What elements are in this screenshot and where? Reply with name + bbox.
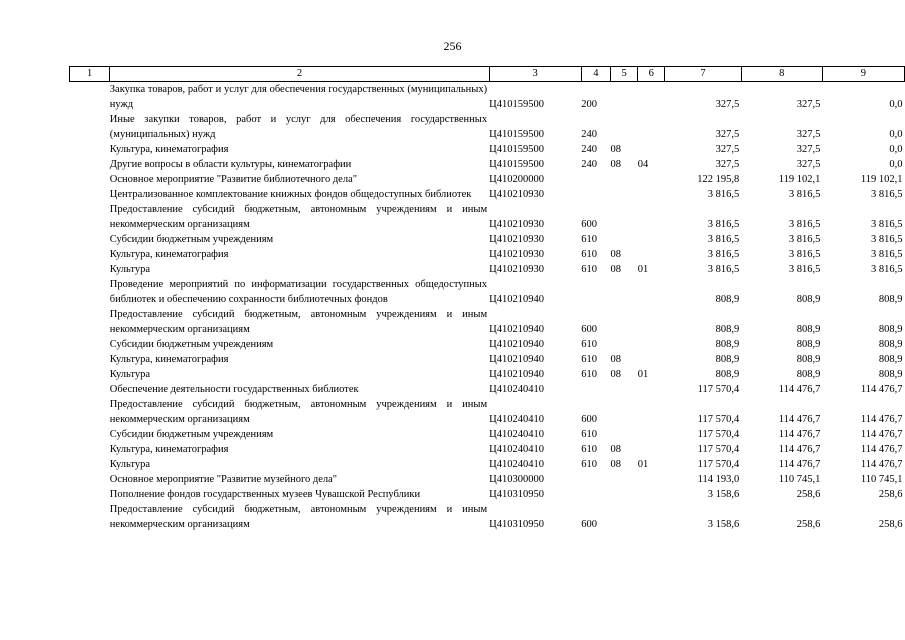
row-number-cell	[70, 487, 110, 502]
row-number-cell	[70, 337, 110, 352]
row-rz: 08	[610, 354, 622, 365]
row-code: Ц410210930	[489, 189, 544, 200]
row-number-cell	[70, 232, 110, 247]
row-name: Предоставление субсидий бюджетным, автономным учреждениям и иным некоммерческим организациям	[109, 309, 488, 335]
row-value-9: 114 476,7	[860, 429, 903, 440]
row-rz	[611, 382, 638, 397]
row-vr: 610	[581, 264, 597, 275]
row-value-9: 119 102,1	[860, 174, 903, 185]
row-number-cell	[70, 472, 110, 487]
row-pr	[638, 202, 665, 232]
row-value-7: 327,5	[715, 159, 740, 170]
header-cell: 6	[638, 67, 665, 82]
row-pr	[638, 472, 665, 487]
row-value-7: 117 570,4	[697, 429, 740, 440]
row-code: Ц410210940	[489, 354, 544, 365]
row-rz	[611, 307, 638, 337]
row-number-cell	[70, 157, 110, 172]
row-name: Централизованное комплектование книжных фондов общедоступных библиотек	[109, 189, 472, 200]
row-pr	[638, 112, 665, 142]
row-vr: 610	[581, 354, 597, 365]
row-number-cell	[70, 502, 110, 532]
header-cell: 4	[581, 67, 610, 82]
row-value-7: 114 193,0	[697, 474, 740, 485]
row-value-9: 258,6	[878, 489, 903, 500]
row-value-8: 110 745,1	[778, 474, 821, 485]
row-code: Ц410240410	[489, 384, 544, 395]
budget-table	[69, 66, 905, 532]
row-value-7: 808,9	[715, 339, 740, 350]
row-vr: 610	[581, 234, 597, 245]
row-value-9: 114 476,7	[860, 414, 903, 425]
row-value-7: 327,5	[715, 129, 740, 140]
row-code: Ц410210940	[489, 369, 544, 380]
row-code: Ц410210940	[489, 294, 544, 305]
row-value-7: 808,9	[715, 294, 740, 305]
row-pr	[638, 277, 665, 307]
row-vr: 600	[581, 519, 597, 530]
row-name: Культура, кинематография	[109, 354, 229, 365]
row-value-9: 0,0	[889, 129, 903, 140]
table-row	[70, 427, 905, 442]
row-number-cell	[70, 277, 110, 307]
row-value-8: 114 476,7	[778, 444, 821, 455]
row-pr	[638, 442, 665, 457]
row-rz	[611, 472, 638, 487]
row-number-cell	[70, 112, 110, 142]
table-row	[70, 142, 905, 157]
row-rz	[611, 487, 638, 502]
row-name: Основное мероприятие "Развитие библиотечного дела"	[109, 174, 358, 185]
table-row	[70, 367, 905, 382]
row-rz: 08	[610, 264, 622, 275]
table-row	[70, 442, 905, 457]
row-number-cell	[70, 247, 110, 262]
row-name: Предоставление субсидий бюджетным, автономным учреждениям и иным некоммерческим организациям	[109, 204, 488, 230]
row-value-8: 808,9	[796, 369, 821, 380]
row-number-cell	[70, 382, 110, 397]
row-rz: 08	[610, 459, 622, 470]
row-value-7: 117 570,4	[697, 459, 740, 470]
row-rz	[611, 502, 638, 532]
row-vr: 600	[581, 414, 597, 425]
row-value-9: 808,9	[878, 294, 903, 305]
row-code: Ц410159500	[489, 129, 544, 140]
row-code: Ц410210930	[489, 234, 544, 245]
row-rz	[611, 112, 638, 142]
row-value-7: 117 570,4	[697, 384, 740, 395]
row-value-9: 3 816,5	[871, 234, 903, 245]
row-vr	[581, 487, 610, 502]
row-code: Ц410159500	[489, 99, 544, 110]
table-row	[70, 157, 905, 172]
row-vr: 610	[581, 369, 597, 380]
table-row	[70, 187, 905, 202]
table-row	[70, 277, 905, 307]
row-value-7: 3 816,5	[707, 249, 740, 260]
row-value-9: 110 745,1	[860, 474, 903, 485]
row-value-9: 808,9	[878, 369, 903, 380]
row-pr	[638, 232, 665, 247]
row-vr	[581, 382, 610, 397]
row-pr	[638, 352, 665, 367]
row-number-cell	[70, 307, 110, 337]
row-name: Культура	[109, 264, 151, 275]
row-value-8: 327,5	[796, 159, 821, 170]
row-value-9: 114 476,7	[860, 459, 903, 470]
row-number-cell	[70, 427, 110, 442]
table-row	[70, 202, 905, 232]
row-vr: 200	[581, 99, 597, 110]
row-name: Культура	[109, 459, 151, 470]
row-name: Проведение мероприятий по информатизации государственных общедоступных библиотек и обеспечению сохранности библиотечных фондов	[109, 279, 488, 305]
row-value-7: 327,5	[715, 99, 740, 110]
budget-table-container	[69, 66, 905, 532]
header-cell: 5	[611, 67, 638, 82]
row-rz	[611, 277, 638, 307]
row-vr: 610	[581, 339, 597, 350]
row-name: Основное мероприятие "Развитие музейного дела"	[109, 474, 338, 485]
row-rz	[611, 397, 638, 427]
row-vr	[581, 277, 610, 307]
row-pr	[638, 82, 665, 113]
row-code: Ц410210930	[489, 219, 544, 230]
row-name: Пополнение фондов государственных музеев Чувашской Республики	[109, 489, 421, 500]
row-value-7: 117 570,4	[697, 414, 740, 425]
row-pr	[638, 142, 665, 157]
row-value-8: 808,9	[796, 294, 821, 305]
row-value-9: 0,0	[889, 99, 903, 110]
header-row	[70, 67, 905, 82]
table-row	[70, 502, 905, 532]
row-vr: 600	[581, 324, 597, 335]
row-value-7: 3 158,6	[707, 489, 740, 500]
row-code: Ц410310950	[489, 519, 544, 530]
header-cell: 9	[822, 67, 904, 82]
row-vr: 240	[581, 159, 597, 170]
row-rz: 08	[610, 444, 622, 455]
row-vr: 610	[581, 444, 597, 455]
row-pr: 01	[637, 369, 649, 380]
row-number-cell	[70, 82, 110, 113]
row-value-9: 808,9	[878, 339, 903, 350]
row-value-8: 808,9	[796, 354, 821, 365]
row-rz: 08	[610, 369, 622, 380]
row-pr	[638, 487, 665, 502]
row-pr	[638, 427, 665, 442]
row-pr	[638, 187, 665, 202]
header-cell: 3	[489, 67, 581, 82]
header-cell: 1	[70, 67, 110, 82]
row-value-7: 3 158,6	[707, 519, 740, 530]
row-code: Ц410159500	[489, 159, 544, 170]
page-number: 256	[443, 39, 462, 53]
table-row	[70, 382, 905, 397]
row-value-8: 3 816,5	[788, 189, 821, 200]
row-rz: 08	[610, 249, 622, 260]
row-rz	[611, 232, 638, 247]
row-value-7: 122 195,8	[697, 174, 740, 185]
row-value-9: 3 816,5	[871, 219, 903, 230]
row-code: Ц410159500	[489, 144, 544, 155]
table-row	[70, 307, 905, 337]
row-pr	[638, 172, 665, 187]
row-value-9: 3 816,5	[871, 264, 903, 275]
row-value-8: 808,9	[796, 324, 821, 335]
row-code: Ц410200000	[489, 174, 544, 185]
row-pr	[638, 502, 665, 532]
row-name: Предоставление субсидий бюджетным, автономным учреждениям и иным некоммерческим организациям	[109, 504, 488, 530]
row-rz	[611, 337, 638, 352]
row-vr: 600	[581, 219, 597, 230]
row-value-8: 258,6	[796, 489, 821, 500]
header-cell: 8	[741, 67, 822, 82]
row-value-9: 114 476,7	[860, 444, 903, 455]
header-cell: 7	[665, 67, 741, 82]
row-vr: 610	[581, 429, 597, 440]
table-row	[70, 337, 905, 352]
table-body	[70, 82, 905, 533]
row-rz	[611, 187, 638, 202]
row-value-8: 327,5	[796, 129, 821, 140]
row-number-cell	[70, 187, 110, 202]
row-name: Субсидии бюджетным учреждениям	[109, 429, 274, 440]
row-value-8: 3 816,5	[788, 234, 821, 245]
row-rz: 08	[610, 144, 622, 155]
row-code: Ц410240410	[489, 444, 544, 455]
row-pr	[638, 307, 665, 337]
row-value-8: 808,9	[796, 339, 821, 350]
row-name: Культура, кинематография	[109, 444, 229, 455]
row-value-7: 808,9	[715, 324, 740, 335]
row-pr: 01	[637, 459, 649, 470]
row-value-8: 114 476,7	[778, 429, 821, 440]
row-name: Культура, кинематография	[109, 144, 229, 155]
row-number-cell	[70, 172, 110, 187]
row-code: Ц410210930	[489, 264, 544, 275]
row-rz: 08	[610, 159, 622, 170]
row-pr: 01	[637, 264, 649, 275]
row-rz	[611, 427, 638, 442]
row-vr	[581, 172, 610, 187]
row-value-8: 114 476,7	[778, 414, 821, 425]
table-row	[70, 112, 905, 142]
row-value-7: 3 816,5	[707, 219, 740, 230]
row-code: Ц410210940	[489, 339, 544, 350]
row-rz	[611, 82, 638, 113]
row-vr: 240	[581, 144, 597, 155]
row-vr: 240	[581, 129, 597, 140]
table-row	[70, 262, 905, 277]
row-value-8: 114 476,7	[778, 384, 821, 395]
row-number-cell	[70, 367, 110, 382]
row-value-8: 327,5	[796, 144, 821, 155]
row-vr: 610	[581, 459, 597, 470]
row-pr: 04	[637, 159, 649, 170]
table-row	[70, 487, 905, 502]
row-name: Культура	[109, 369, 151, 380]
row-value-8: 119 102,1	[778, 174, 821, 185]
row-value-7: 808,9	[715, 369, 740, 380]
row-code: Ц410310950	[489, 489, 544, 500]
row-value-9: 3 816,5	[871, 189, 903, 200]
row-name: Предоставление субсидий бюджетным, автономным учреждениям и иным некоммерческим организациям	[109, 399, 488, 425]
row-value-9: 3 816,5	[871, 249, 903, 260]
row-name: Культура, кинематография	[109, 249, 229, 260]
row-name: Обеспечение деятельности государственных библиотек	[109, 384, 359, 395]
row-number-cell	[70, 262, 110, 277]
table-row	[70, 82, 905, 113]
row-value-9: 0,0	[889, 144, 903, 155]
row-value-8: 258,6	[796, 519, 821, 530]
row-value-7: 327,5	[715, 144, 740, 155]
row-number-cell	[70, 442, 110, 457]
row-value-9: 0,0	[889, 159, 903, 170]
table-row	[70, 352, 905, 367]
row-name: Другие вопросы в области культуры, кинематографии	[109, 159, 352, 170]
header-cell: 2	[110, 67, 489, 82]
row-value-7: 3 816,5	[707, 189, 740, 200]
row-vr: 610	[581, 249, 597, 260]
row-code: Ц410210930	[489, 249, 544, 260]
row-pr	[638, 382, 665, 397]
row-rz	[611, 172, 638, 187]
row-number-cell	[70, 457, 110, 472]
row-value-9: 808,9	[878, 354, 903, 365]
row-pr	[638, 337, 665, 352]
row-vr	[581, 187, 610, 202]
row-value-7: 3 816,5	[707, 264, 740, 275]
table-row	[70, 472, 905, 487]
row-value-7: 117 570,4	[697, 444, 740, 455]
row-rz	[611, 202, 638, 232]
row-number-cell	[70, 202, 110, 232]
table-row	[70, 232, 905, 247]
row-code: Ц410210940	[489, 324, 544, 335]
row-value-8: 3 816,5	[788, 219, 821, 230]
row-value-7: 808,9	[715, 354, 740, 365]
row-number-cell	[70, 142, 110, 157]
row-name: Субсидии бюджетным учреждениям	[109, 339, 274, 350]
row-vr	[581, 472, 610, 487]
row-value-9: 114 476,7	[860, 384, 903, 395]
row-value-8: 3 816,5	[788, 249, 821, 260]
row-name: Закупка товаров, работ и услуг для обеспечения государственных (муниципальных) нужд	[109, 84, 488, 110]
row-value-9: 258,6	[878, 519, 903, 530]
row-value-8: 114 476,7	[778, 459, 821, 470]
row-name: Иные закупки товаров, работ и услуг для обеспечения государственных (муниципальных) нужд	[109, 114, 488, 140]
row-name: Субсидии бюджетным учреждениям	[109, 234, 274, 245]
row-value-7: 3 816,5	[707, 234, 740, 245]
row-value-9: 808,9	[878, 324, 903, 335]
row-value-8: 3 816,5	[788, 264, 821, 275]
table-row	[70, 397, 905, 427]
row-pr	[638, 397, 665, 427]
row-number-cell	[70, 397, 110, 427]
table-row	[70, 172, 905, 187]
table-row	[70, 457, 905, 472]
row-code: Ц410240410	[489, 429, 544, 440]
row-code: Ц410240410	[489, 414, 544, 425]
row-number-cell	[70, 352, 110, 367]
row-code: Ц410240410	[489, 459, 544, 470]
table-row	[70, 247, 905, 262]
row-value-8: 327,5	[796, 99, 821, 110]
row-code: Ц410300000	[489, 474, 544, 485]
row-pr	[638, 247, 665, 262]
